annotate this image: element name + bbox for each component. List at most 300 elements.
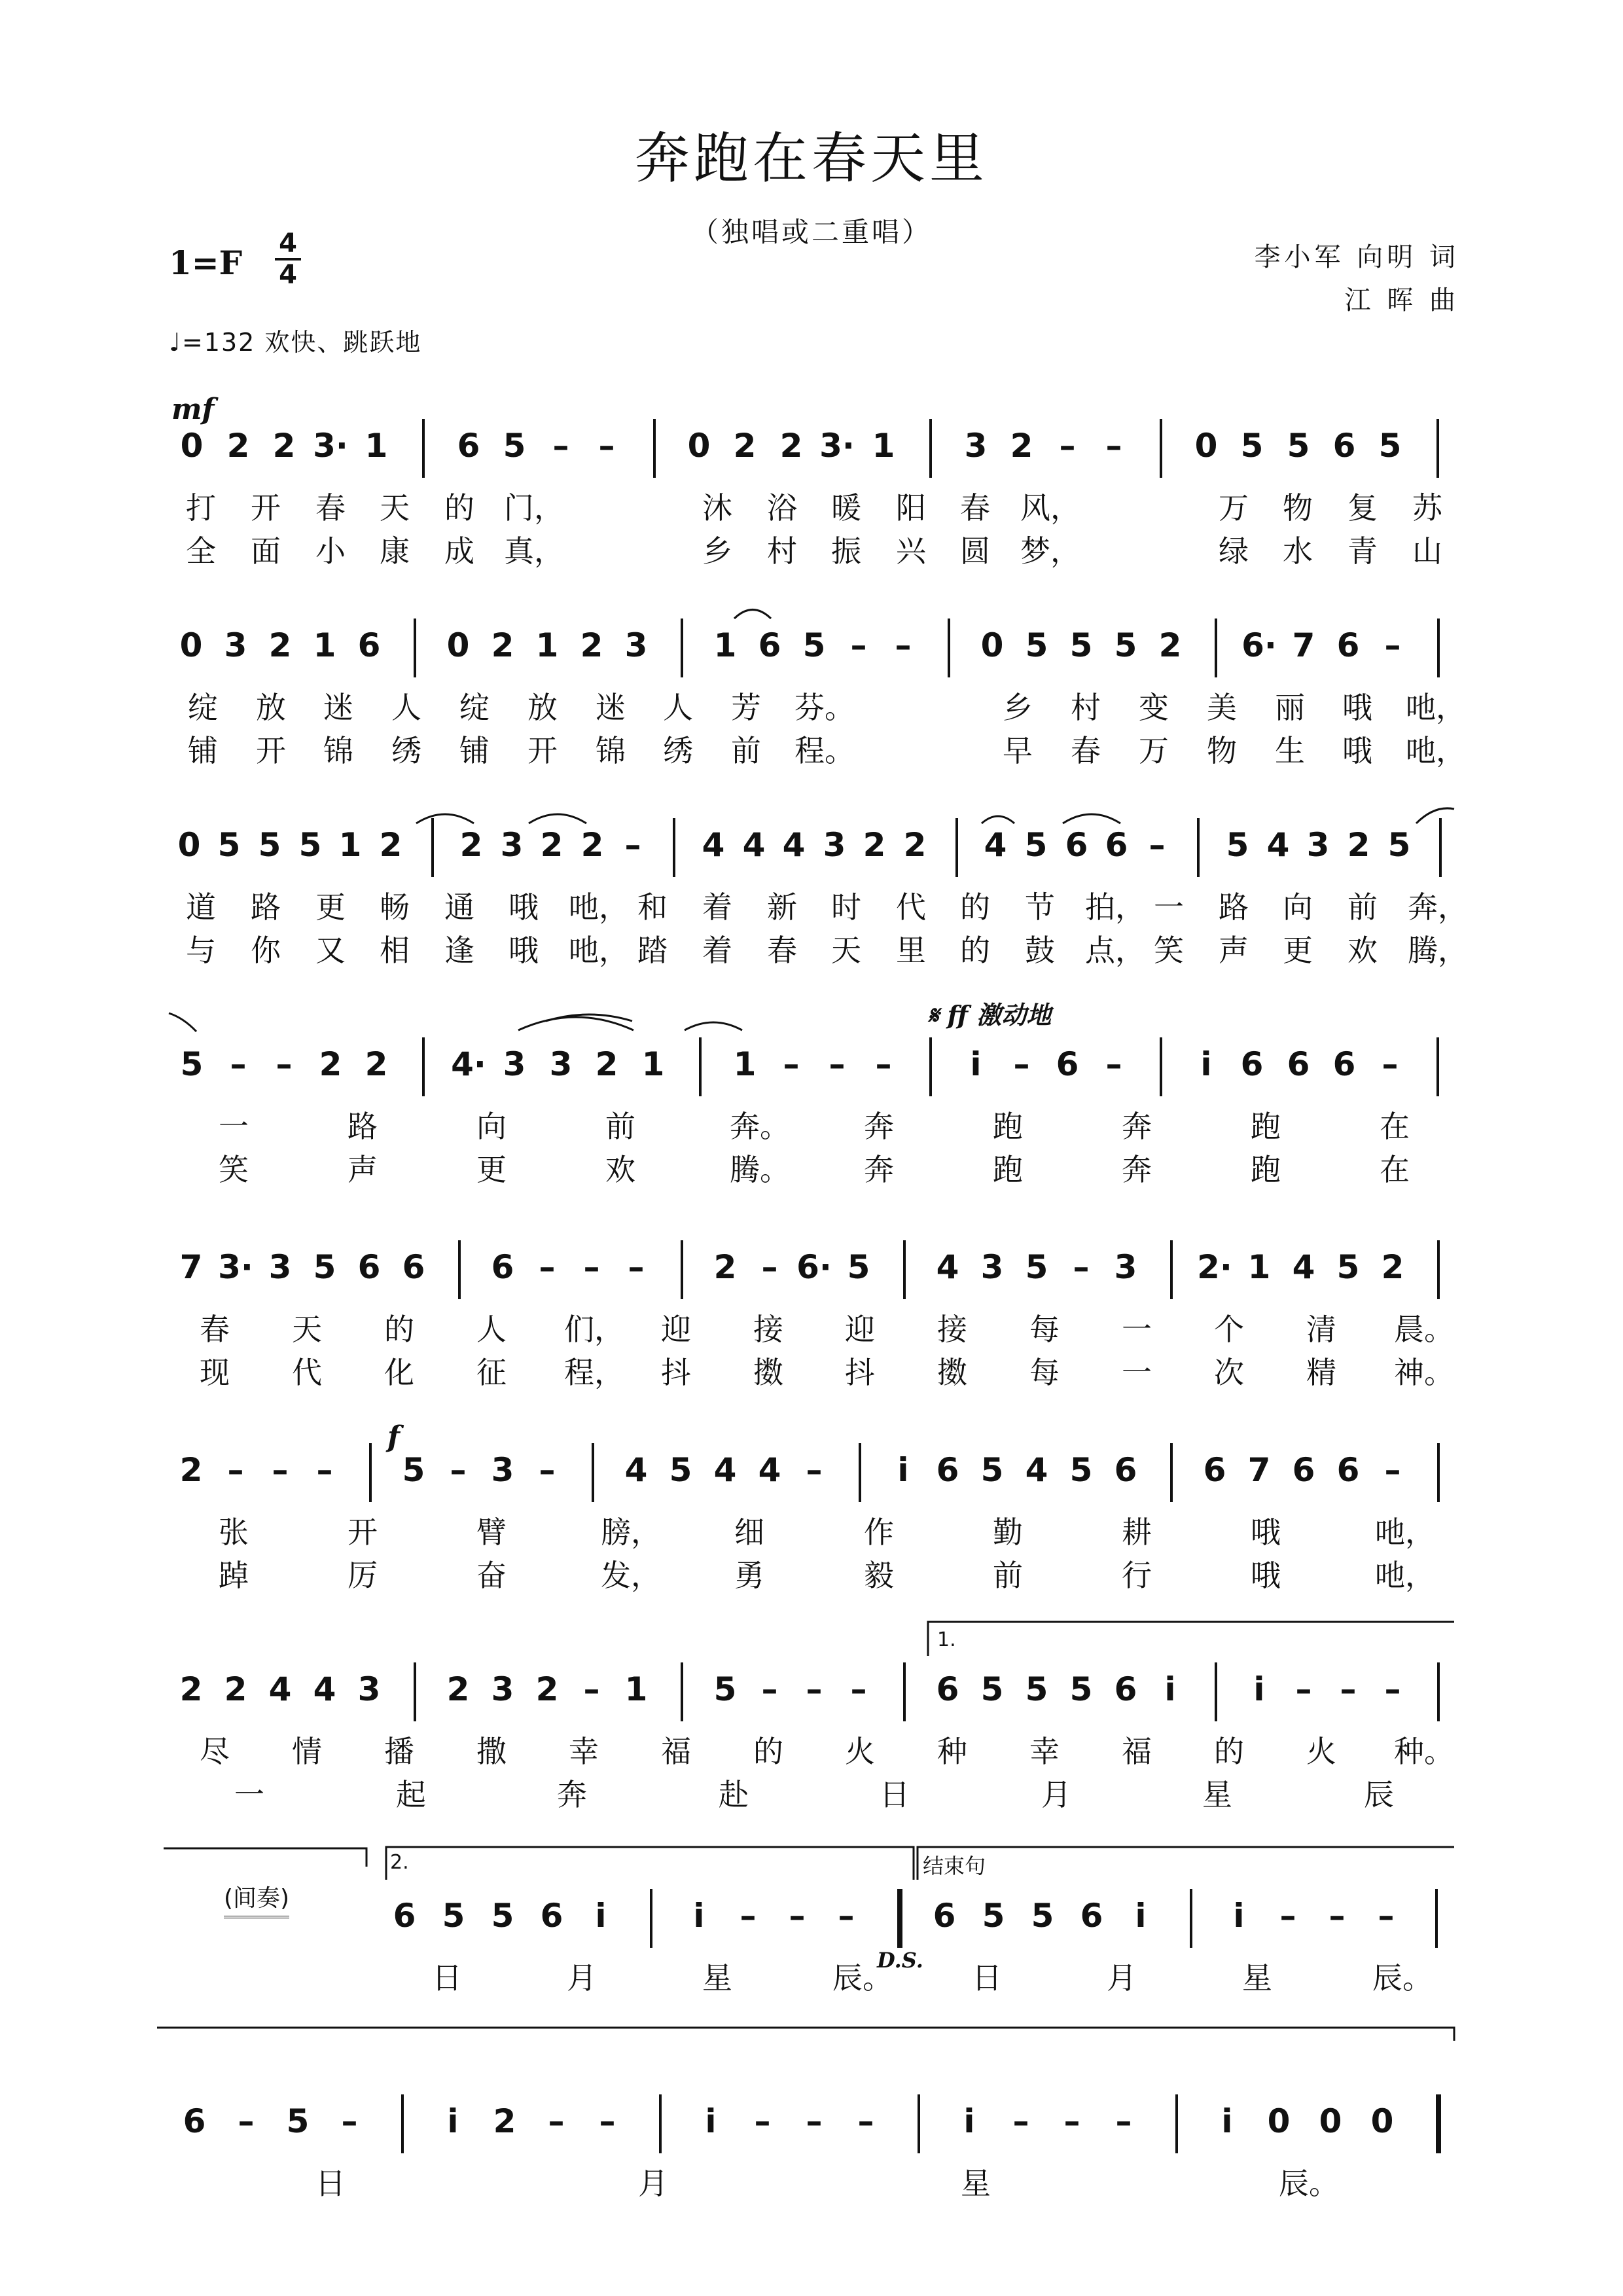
jianpu-note: 4 xyxy=(936,1248,959,1286)
volta-2-bracket xyxy=(386,1847,914,1880)
lyric-char: 日 xyxy=(432,1960,462,1996)
dash-note: – xyxy=(227,1451,244,1489)
lyric-char: 锦 xyxy=(323,733,353,768)
dash-note: – xyxy=(806,1670,823,1708)
dash-note: – xyxy=(850,1670,867,1708)
lyric-char: 锦 xyxy=(596,733,626,768)
lyric-char: 程。 xyxy=(794,733,855,768)
lyric-char: 晨。 xyxy=(1394,1312,1454,1347)
dash-note: – xyxy=(230,1045,247,1083)
lyric-char: 种。 xyxy=(1394,1734,1454,1769)
jianpu-note: 2 xyxy=(446,1670,470,1708)
jianpu-note: 4 xyxy=(1025,1451,1048,1489)
lyric-char: 播 xyxy=(384,1734,414,1769)
dash-note: – xyxy=(1384,626,1401,664)
lyric-char: 奔。 xyxy=(730,1109,790,1144)
jianpu-note: 1 xyxy=(624,1670,648,1708)
jianpu-note: 4 xyxy=(268,1670,292,1708)
lyricist-credit: 李小军 向明 词 xyxy=(1254,242,1459,272)
jianpu-note: 2 xyxy=(1158,626,1182,664)
lyric-char: 星 xyxy=(961,2166,991,2201)
jianpu-note: 4 xyxy=(742,826,766,864)
jianpu-note: 3 xyxy=(980,1248,1004,1286)
jianpu-note: 4 xyxy=(624,1451,648,1489)
slur xyxy=(416,814,474,823)
jianpu-note: 6 xyxy=(758,626,781,664)
lyric-char: 一 xyxy=(234,1777,264,1812)
jianpu-note: 2 xyxy=(535,1670,559,1708)
dash-note: – xyxy=(548,2102,565,2140)
jianpu-note: 5 xyxy=(1025,1670,1048,1708)
lyric-char: 绣 xyxy=(663,733,693,768)
lyric-char: 辰。 xyxy=(1372,1960,1433,1996)
jianpu-note: 6· xyxy=(796,1248,832,1286)
lyric-char: 畅 xyxy=(380,889,410,925)
dash-note: – xyxy=(1063,2102,1080,2140)
lyric-char: 放 xyxy=(256,690,286,725)
dash-note: – xyxy=(1105,427,1122,465)
jianpu-note: 5 xyxy=(1025,626,1048,664)
jianpu-note: 5 xyxy=(1226,826,1249,864)
dash-note: – xyxy=(1340,1670,1357,1708)
jianpu-note: 3 xyxy=(500,826,524,864)
tempo-text: =132 欢快、跳跃地 xyxy=(181,328,422,357)
key-signature: 1=F xyxy=(169,243,243,282)
slur xyxy=(529,814,586,823)
dash-note: – xyxy=(1013,1045,1030,1083)
jianpu-note: 2 xyxy=(272,427,296,465)
lyric-char: 欢 xyxy=(1347,933,1378,968)
jianpu-note: 6 xyxy=(936,1670,959,1708)
dash-note: – xyxy=(829,1045,846,1083)
jianpu-note: 6 xyxy=(402,1248,425,1286)
dash-note: – xyxy=(1295,1670,1312,1708)
jianpu-note: 4 xyxy=(1292,1248,1315,1286)
lyric-char: 吔， xyxy=(1406,690,1466,725)
dash-note: – xyxy=(1279,1897,1296,1935)
lyric-char: 奔 xyxy=(864,1152,894,1187)
lyric-char: 撒 xyxy=(476,1734,507,1769)
jianpu-note: 3· xyxy=(313,427,348,465)
lyric-char: 吔， xyxy=(1375,1515,1435,1550)
jianpu-note: 7 xyxy=(1247,1451,1271,1489)
dash-note: – xyxy=(754,2102,771,2140)
jianpu-note: 2 xyxy=(226,427,250,465)
dash-note: – xyxy=(857,2102,874,2140)
jianpu-note: 2 xyxy=(319,1045,342,1083)
jianpu-note: 2 xyxy=(224,1670,247,1708)
jianpu-note: 2 xyxy=(1381,1248,1404,1286)
dash-note: – xyxy=(539,1248,556,1286)
lyric-char: 笑 xyxy=(219,1152,249,1187)
lyric-char: 阳 xyxy=(896,490,926,526)
jianpu-note: 5 xyxy=(402,1451,425,1489)
lyric-char: 前 xyxy=(993,1558,1023,1593)
composer-credit: 江 晖 曲 xyxy=(1344,285,1459,315)
lyric-char: 吔， xyxy=(569,933,629,968)
lyric-char: 在 xyxy=(1380,1152,1410,1187)
jianpu-note: 5 xyxy=(669,1451,692,1489)
jianpu-note: 5 xyxy=(1240,427,1264,465)
lyric-char: 绽 xyxy=(459,690,490,725)
lyric-char: 奋 xyxy=(476,1558,507,1593)
jianpu-note: 3 xyxy=(224,626,247,664)
jianpu-note: 4 xyxy=(984,826,1007,864)
jianpu-note: 3 xyxy=(823,826,846,864)
jianpu-note: 4 xyxy=(702,826,725,864)
lyric-char: 春 xyxy=(1071,733,1101,768)
lyric-char: 吔， xyxy=(1375,1558,1435,1593)
jianpu-note: 2 xyxy=(365,1045,388,1083)
jianpu-note: 0 xyxy=(980,626,1004,664)
dash-note: – xyxy=(583,1670,600,1708)
jianpu-note: 2 xyxy=(580,626,603,664)
lyric-char: 面 xyxy=(251,533,281,569)
lyric-char: 迷 xyxy=(596,690,626,725)
lyric-char: 与 xyxy=(186,933,216,968)
lyric-char: 奔 xyxy=(557,1777,587,1812)
dash-note: – xyxy=(1329,1897,1346,1935)
lyric-char: 振 xyxy=(831,533,861,569)
jianpu-note: 2 xyxy=(268,626,292,664)
dynamic-mf: mf xyxy=(171,393,215,426)
dash-note: – xyxy=(316,1451,333,1489)
da-segno-marking: D.S. xyxy=(877,1948,923,1973)
jianpu-note: 4 xyxy=(713,1451,737,1489)
lyric-char: 向 xyxy=(476,1109,507,1144)
jianpu-note: 5 xyxy=(258,826,281,864)
dash-note: – xyxy=(1382,1045,1399,1083)
lyric-char: 时 xyxy=(831,889,861,925)
lyric-char: 奔， xyxy=(1408,889,1468,925)
jianpu-note: 5 xyxy=(1287,427,1310,465)
jianpu-note: i xyxy=(595,1897,607,1935)
volta-1-bracket xyxy=(928,1622,1454,1656)
lyric-char: 声 xyxy=(1219,933,1249,968)
jianpu-note: 4 xyxy=(758,1451,781,1489)
lyric-char: 绿 xyxy=(1219,533,1249,569)
jianpu-note: 6 xyxy=(540,1897,563,1935)
lyric-char: 山 xyxy=(1412,533,1442,569)
lyric-char: 月 xyxy=(1107,1960,1137,1996)
lyric-char: 日 xyxy=(315,2166,346,2201)
dash-note: – xyxy=(599,2102,616,2140)
dash-note: – xyxy=(276,1045,293,1083)
lyric-char: 着 xyxy=(702,933,732,968)
lyric-char: 奔 xyxy=(1122,1152,1152,1187)
lyric-char: 丽 xyxy=(1275,690,1305,725)
jianpu-note: 3· xyxy=(218,1248,253,1286)
lyric-char: 铺 xyxy=(459,733,490,768)
lyric-char: 哦 xyxy=(508,889,539,925)
lyric-char: 着 xyxy=(702,889,732,925)
lyric-char: 毅 xyxy=(864,1558,894,1593)
lyric-char: 福 xyxy=(1122,1734,1152,1769)
lyric-char: 开 xyxy=(348,1515,378,1550)
jianpu-note: 5 xyxy=(298,826,322,864)
lyric-char: 浴 xyxy=(767,490,797,526)
jianpu-note: 5 xyxy=(980,1451,1004,1489)
jianpu-note: 2 xyxy=(179,1451,203,1489)
lyric-char: 的 xyxy=(384,1312,414,1347)
jianpu-note: i xyxy=(705,2102,717,2140)
dash-note: – xyxy=(895,626,912,664)
lyric-char: 火 xyxy=(1306,1734,1336,1769)
lyric-char: 月 xyxy=(567,1960,597,1996)
lyric-char: 腾， xyxy=(1408,933,1468,968)
jianpu-note: 5 xyxy=(286,2102,310,2140)
lyric-char: 乡 xyxy=(702,533,732,569)
lyric-char: 一 xyxy=(219,1109,249,1144)
jianpu-note: 2 xyxy=(1010,427,1033,465)
lyric-char: 一 xyxy=(1122,1312,1152,1347)
lyric-char: 种 xyxy=(937,1734,967,1769)
jianpu-note: 0 xyxy=(1370,2102,1394,2140)
lyric-char: 向 xyxy=(1283,889,1313,925)
lyric-char: 厉 xyxy=(348,1558,378,1593)
lyric-char: 膀， xyxy=(601,1515,661,1550)
lyric-char: 春 xyxy=(315,490,346,526)
jianpu-note: 6 xyxy=(1336,1451,1360,1489)
jianpu-note: 0 xyxy=(687,427,711,465)
lyric-char: 物 xyxy=(1207,733,1237,768)
lyric-char: 绽 xyxy=(188,690,218,725)
lyric-char: 哦 xyxy=(1342,733,1372,768)
jianpu-note: 0 xyxy=(1194,427,1218,465)
lyric-char: 笑 xyxy=(1154,933,1184,968)
lyric-char: 福 xyxy=(661,1734,691,1769)
dynamic-f: f xyxy=(387,1420,400,1454)
slur xyxy=(169,1013,196,1031)
lyric-char: 梦， xyxy=(1020,533,1080,569)
dash-note: – xyxy=(850,626,867,664)
lyric-char: 和 xyxy=(637,889,668,925)
dash-note: – xyxy=(341,2102,358,2140)
lyric-char: 每 xyxy=(1029,1355,1060,1390)
lyric-char: 腾。 xyxy=(730,1152,790,1187)
lyric-char: 踔 xyxy=(219,1558,249,1593)
lyric-char: 接 xyxy=(937,1312,967,1347)
lyric-char: 变 xyxy=(1139,690,1169,725)
lyric-char: 放 xyxy=(527,690,558,725)
lyric-char: 天 xyxy=(831,933,861,968)
lyric-char: 们， xyxy=(564,1312,624,1347)
jianpu-note: 2 xyxy=(733,427,757,465)
slur xyxy=(1416,808,1454,823)
lyric-char: 欢 xyxy=(605,1152,635,1187)
jianpu-note: i xyxy=(1233,1897,1245,1935)
jianpu-note: 0 xyxy=(1267,2102,1291,2140)
lyric-char: 沐 xyxy=(702,490,732,526)
lyric-char: 的 xyxy=(444,490,474,526)
lyric-char: 的 xyxy=(960,933,990,968)
jianpu-note: i xyxy=(1164,1670,1176,1708)
lyric-char: 的 xyxy=(753,1734,783,1769)
lyric-char: 日 xyxy=(972,1960,1002,1996)
lyric-char: 次 xyxy=(1214,1355,1244,1390)
jianpu-note: 6 xyxy=(1080,1897,1103,1935)
jianpu-note: 3 xyxy=(1306,826,1330,864)
jianpu-note: 3 xyxy=(624,626,648,664)
jianpu-note: 0 xyxy=(179,626,203,664)
jianpu-note: 5 xyxy=(180,1045,204,1083)
jianpu-note: 3 xyxy=(268,1248,292,1286)
dash-note: – xyxy=(740,1897,757,1935)
jianpu-note: i xyxy=(897,1451,909,1489)
lyric-char: 迎 xyxy=(845,1312,875,1347)
dash-note: – xyxy=(450,1451,467,1489)
jianpu-note: 2 xyxy=(713,1248,737,1286)
jianpu-note: 0 xyxy=(1319,2102,1342,2140)
jianpu-note: i xyxy=(1221,2102,1233,2140)
lyric-char: 芬。 xyxy=(794,690,855,725)
jianpu-note: 5 xyxy=(442,1897,465,1935)
jianpu-note: 6 xyxy=(1332,427,1356,465)
dash-note: – xyxy=(789,1897,806,1935)
lyric-char: 哦 xyxy=(1342,690,1372,725)
lyric-char: 作 xyxy=(864,1515,894,1550)
lyric-char: 万 xyxy=(1139,733,1169,768)
dash-note: – xyxy=(838,1897,855,1935)
meter-bottom: 4 xyxy=(279,260,297,290)
song-subtitle: （独唱或二重唱） xyxy=(690,216,932,248)
dash-note: – xyxy=(783,1045,800,1083)
jianpu-note: 0 xyxy=(177,826,201,864)
jianpu-note: 5 xyxy=(1378,427,1402,465)
jianpu-note: 6 xyxy=(357,1248,381,1286)
slur xyxy=(982,816,1014,823)
ending-bracket xyxy=(918,1847,1454,1880)
jianpu-note: 3 xyxy=(491,1670,514,1708)
lyric-char: 跑 xyxy=(993,1109,1023,1144)
lyric-char: 万 xyxy=(1219,490,1249,526)
lyric-char: 铺 xyxy=(188,733,218,768)
lyric-char: 康 xyxy=(380,533,410,569)
lyric-char: 耕 xyxy=(1122,1515,1152,1550)
lyric-char: 春 xyxy=(200,1312,230,1347)
lyric-char: 哦 xyxy=(1251,1515,1281,1550)
jianpu-note: 4 xyxy=(313,1670,336,1708)
dash-note: – xyxy=(806,2102,823,2140)
repeat-lead-bracket xyxy=(164,1848,366,1867)
jianpu-note: 6 xyxy=(183,2102,206,2140)
lyric-char: 跑 xyxy=(993,1152,1023,1187)
lyric-char: 吔， xyxy=(1406,733,1466,768)
jianpu-note: 2· xyxy=(1197,1248,1232,1286)
lyric-char: 跑 xyxy=(1251,1152,1281,1187)
jianpu-note: 1 xyxy=(1247,1248,1271,1286)
jianpu-note: 1 xyxy=(713,626,737,664)
dash-note: – xyxy=(272,1451,289,1489)
lyric-char: 现 xyxy=(200,1355,230,1390)
slur xyxy=(734,610,771,619)
lyric-char: 圆 xyxy=(960,533,990,569)
jianpu-note: 2 xyxy=(540,826,563,864)
lyric-char: 路 xyxy=(348,1109,378,1144)
jianpu-note: 1 xyxy=(338,826,362,864)
lyric-char: 更 xyxy=(476,1152,507,1187)
interlude-label: (间奏) xyxy=(224,1880,289,1918)
lyric-char: 物 xyxy=(1283,490,1313,526)
jianpu-note: 2 xyxy=(493,2102,516,2140)
lyric-char: 苏 xyxy=(1412,490,1442,526)
dash-note: – xyxy=(806,1451,823,1489)
lyric-char: 前 xyxy=(1347,889,1378,925)
dash-note: – xyxy=(1378,1897,1395,1935)
jianpu-note: 5 xyxy=(313,1248,336,1286)
dash-note: – xyxy=(598,427,615,465)
lyric-char: 代 xyxy=(292,1355,322,1390)
lyric-char: 人 xyxy=(663,690,693,725)
lyric-char: 辰。 xyxy=(832,1960,893,1996)
lyric-char: 早 xyxy=(1003,733,1033,768)
lyric-char: 天 xyxy=(292,1312,322,1347)
lyric-char: 水 xyxy=(1283,533,1313,569)
lyric-char: 村 xyxy=(767,533,797,569)
lyric-char: 清 xyxy=(1306,1312,1336,1347)
jianpu-note: 3 xyxy=(357,1670,381,1708)
lyric-char: 复 xyxy=(1347,490,1378,526)
dash-note: – xyxy=(1149,826,1166,864)
dash-note: – xyxy=(1384,1451,1401,1489)
lyric-char: 的 xyxy=(1214,1734,1244,1769)
jianpu-note: 2 xyxy=(491,626,514,664)
volta-1-label: 1. xyxy=(937,1628,956,1651)
lyric-char: 道 xyxy=(186,889,216,925)
lyric-char: 更 xyxy=(315,889,346,925)
jianpu-note: 5 xyxy=(713,1670,737,1708)
lyric-char: 起 xyxy=(396,1777,426,1812)
lyric-char: 相 xyxy=(380,933,410,968)
lyric-char: 个 xyxy=(1214,1312,1244,1347)
jianpu-note: 5 xyxy=(1024,826,1048,864)
jianpu-note: 5 xyxy=(1069,1670,1093,1708)
jianpu-note: 1 xyxy=(365,427,388,465)
jianpu-note: 5 xyxy=(503,427,526,465)
jianpu-note: 5 xyxy=(1387,826,1411,864)
lyric-char: 一 xyxy=(1122,1355,1152,1390)
dash-note: – xyxy=(1384,1670,1401,1708)
lyric-char: 路 xyxy=(1219,889,1249,925)
lyric-char: 臂 xyxy=(476,1515,507,1550)
jianpu-note: 6 xyxy=(933,1897,956,1935)
jianpu-note: 6 xyxy=(1105,826,1128,864)
dash-note: – xyxy=(875,1045,892,1083)
lyric-char: 星 xyxy=(1242,1960,1272,1996)
jianpu-note: 5 xyxy=(1025,1248,1048,1286)
lyric-char: 勤 xyxy=(993,1515,1023,1550)
lyric-char: 新 xyxy=(767,889,797,925)
lyric-char: 鼓 xyxy=(1025,933,1055,968)
slur xyxy=(1063,814,1120,823)
lyric-char: 村 xyxy=(1071,690,1101,725)
lyric-char: 生 xyxy=(1275,733,1305,768)
lyric-char: 暖 xyxy=(831,490,861,526)
lyric-char: 每 xyxy=(1029,1312,1060,1347)
lyric-char: 张 xyxy=(219,1515,249,1550)
lyric-char: 行 xyxy=(1122,1558,1152,1593)
jianpu-note: 6 xyxy=(1336,626,1360,664)
lyric-char: 风， xyxy=(1020,490,1080,526)
lyric-char: 前 xyxy=(731,733,761,768)
lyric-char: 擞 xyxy=(753,1355,783,1390)
lyric-char: 细 xyxy=(734,1515,764,1550)
lyric-char: 幸 xyxy=(569,1734,599,1769)
jianpu-note: 6 xyxy=(1292,1451,1315,1489)
lyric-char: 化 xyxy=(384,1355,414,1390)
slur xyxy=(685,1022,742,1030)
jianpu-note: 7 xyxy=(1292,626,1315,664)
